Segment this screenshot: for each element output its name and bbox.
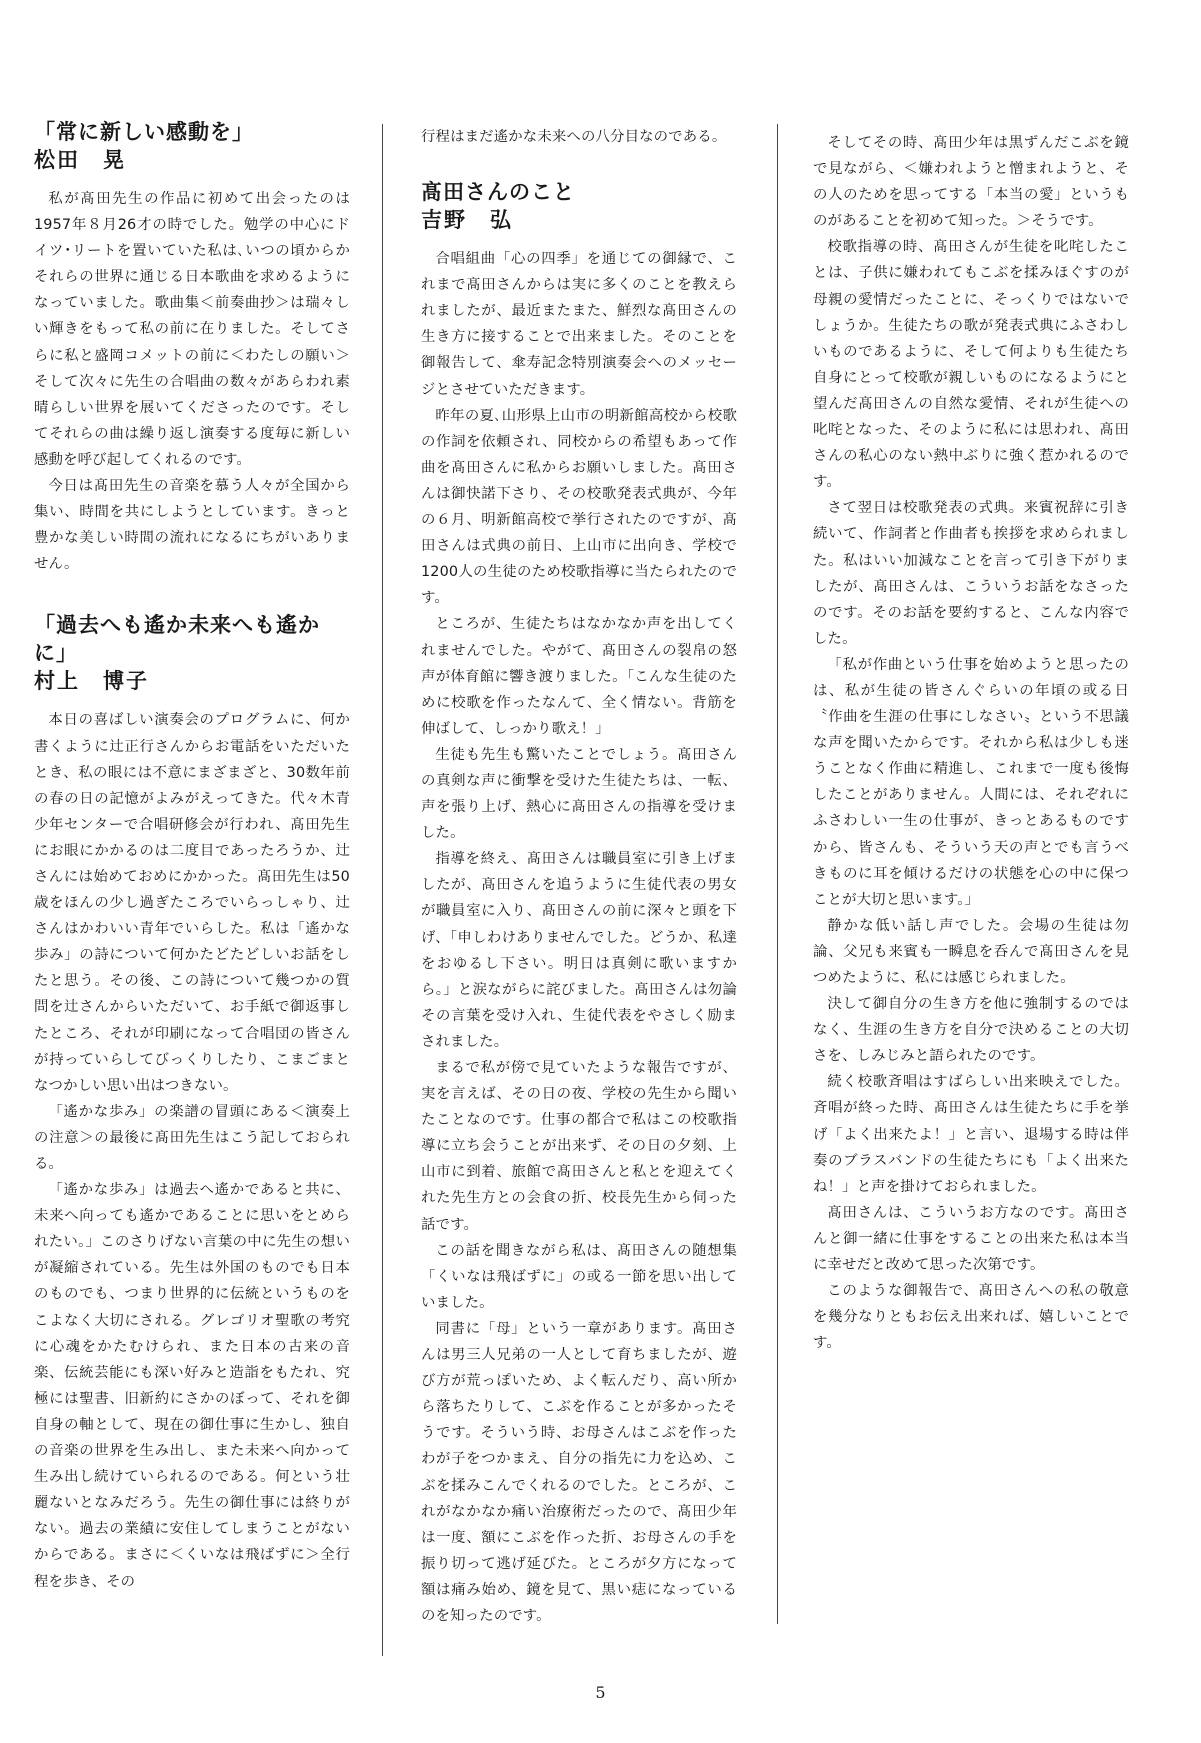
paragraph: 今日は髙田先生の音楽を慕う人々が全国から集い、時間を共にしようとしています。きっと豊かな美しい時間の流れになるにちがいありません。 bbox=[34, 478, 350, 573]
paragraph: 決して御自分の生き方を他に強制するのではなく、生涯の生き方を自分で決めることの大切さを、しみじみと語られたのです。 bbox=[813, 996, 1129, 1065]
article-author: 松田 晃 bbox=[34, 148, 126, 172]
article-murakami bbox=[34, 611, 350, 1594]
paragraph: 同書に「母」という一章があります。髙田さんは男三人兄弟の一人として育ちましたが、遊び方が荒っぽいため、よく転んだり、高い所から落ちたりして、こぶを作ることが多かったそうです。そういう時、お母さんはこぶを作ったわが子をつかまえ、自分の指先に力を込め、こぶを揉みこんでくれるのでした。ところが、これがなかなか痛い治療術だったので、髙田少年は一度、額にこぶを作った折、お母さんの手を振り切って逃げ延びた。ところが夕方になって額は痛み始め、鏡を見て、黒い痣になっているのを知ったのです。 bbox=[421, 1320, 737, 1624]
paragraph: 合唱組曲「心の四季」を通じての御縁で、これまで髙田さんからは実に多くのことを教えられましたが、最近またまた、鮮烈な髙田さんの生き方に接することで出来ました。そのことを御報告して、傘寿記念特別演奏会へのメッセージとさせていただきます。 bbox=[421, 251, 737, 398]
paragraph-continuation: 行程はまだ遙かな未来への八分目なのである。 bbox=[421, 129, 727, 145]
article-author: 村上 博子 bbox=[34, 669, 149, 694]
page-number: 5 bbox=[595, 1683, 606, 1702]
article-title: 髙田さんのこと bbox=[421, 180, 575, 205]
paragraph: 昨年の夏､山形県上山市の明新館高校から校歌の作詞を依頼され、同校からの希望もあって作曲を髙田さんに私からお願いしました。髙田さんは御快諾下さり、その校歌発表式典が、今年の６月、明新館高校で挙行されたのですが、髙田さんは式典の前日、上山市に出向き、学校で1200人の生徒のため校歌指導に当たられたのです。 bbox=[421, 407, 737, 607]
article-title: 「過去へも遙か未来へも遙かに」 bbox=[34, 613, 320, 666]
paragraph: そしてその時、髙田少年は黒ずんだこぶを鏡で見ながら、＜嫌われようと憎まれようと、その人のためを思ってする「本当の愛」というものがあることを初めて知った。＞そうです。 bbox=[813, 135, 1129, 230]
paragraph: 校歌指導の時、髙田さんが生徒を叱咤したことは、子供に嫌われてもこぶを揉みほぐすのが母親の愛情だったことに、そっくりではないでしょうか。生徒たちの歌が発表式典にふさわしいものであるように、そして何よりも生徒たち自身にとって校歌が親しいものになるようにと望んだ髙田さんの自然な愛情、それが生徒への叱咤となった、そのように私には思われ、髙田さんの私心のない熱中ぶりに強く惹かれるのです。 bbox=[813, 239, 1129, 491]
article-matsuda bbox=[34, 118, 350, 577]
column-divider bbox=[382, 124, 383, 1656]
article-title: 「常に新しい感動を」 bbox=[34, 120, 254, 144]
column-2 bbox=[421, 124, 737, 1629]
paragraph: この話を聞きながら私は、髙田さんの随想集「くいなは飛ばずに」の或る一節を思い出していました。 bbox=[421, 1242, 737, 1311]
article-yoshino bbox=[421, 178, 737, 1629]
column-1 bbox=[34, 118, 350, 1595]
paragraph: まるで私が傍で見ていたような報告ですが、実を言えば、その日の夜、学校の先生から聞いたことなのです。仕事の都合で私はこの校歌指導に立ち会うことが出来ず、その日の夕刻、上山市に到着、旅館で髙田さんと私とを迎えてくれた先生方との会食の折、校長先生から伺った話です。 bbox=[421, 1060, 737, 1233]
paragraph: 続く校歌斉唱はすばらしい出来映えでした。斉唱が終った時、髙田さんは生徒たちに手を挙げ「よく出来たよ！」と言い、退場する時は伴奏のブラスバンドの生徒たちにも「よく出来たね！」と声を掛けておられました。 bbox=[813, 1074, 1129, 1195]
paragraph: 静かな低い話し声でした。会場の生徒は勿論、父兄も来賓も一瞬息を呑んで髙田さんを見つめたように、私には感じられました。 bbox=[813, 917, 1129, 986]
paragraph: このような御報告で、髙田さんへの私の敬意を幾分なりともお伝え出来れば、嬉しいことです。 bbox=[813, 1283, 1129, 1352]
paragraph: 「遙かな歩み」の楽譜の冒頭にある＜演奏上の注意＞の最後に髙田先生はこう記しておられる。 bbox=[34, 1103, 350, 1172]
paragraph: さて翌日は校歌発表の式典。来賓祝辞に引き続いて、作詞者と作曲者も挨拶を求められました。私はいい加減なことを言って引き下がりましたが、髙田さんは、こういうお話をなさったのです。そのお話を要約すると、こんな内容でした。 bbox=[813, 500, 1129, 647]
paragraph: 生徒も先生も驚いたことでしょう。髙田さんの真剣な声に衝撃を受けた生徒たちは、一転、声を張り上げ、熱心に髙田さんの指導を受けました。 bbox=[421, 746, 737, 842]
paragraph: 私が髙田先生の作品に初めて出会ったのは1957年８月26才の時でした。勉学の中心にドイツ･リートを置いていた私は､いつの頃からかそれらの世界に通じる日本歌曲を求めるようになっていました。歌曲集＜前奏曲抄＞は瑞々しい輝きをもって私の前に在りました。そしてさらに私と盛岡コメットの前に＜わたしの願い＞そして次々に先生の合唱曲の数々があらわれ素晴らしい世界を展いてくださったのです。そしてそれらの曲は繰り返し演奏する度毎に新しい感動を呼び起してくれるのです。 bbox=[34, 191, 350, 468]
article-author: 吉野 弘 bbox=[421, 208, 513, 233]
column-divider bbox=[777, 124, 778, 1624]
paragraph: 髙田さんは、こういうお方なのです。髙田さんと御一緒に仕事をすることの出来た私は本当に幸せだと改めて思った次第です。 bbox=[813, 1204, 1129, 1274]
paragraph: 「私が作曲という仕事を始めようと思ったのは、私が生徒の皆さんぐらいの年頃の或る日〝作曲を生涯の仕事にしなさい〟という不思議な声を聞いたからです。それから私は少しも迷うことなく作曲に精進し、これまで一度も後悔したことがありません。人間には、それぞれにふさわしい一生の仕事が、きっとあるものですから、皆さんも、そういう天の声とでも言うべきものに耳を傾けるだけの状態を心の中に保つことが大切と思います。」 bbox=[813, 656, 1129, 908]
paragraph: 本日の喜ばしい演奏会のプログラムに、何か書くように辻正行さんからお電話をいただいたとき、私の眼には不意にまざまざと、30数年前の春の日の記憶がよみがえってきた。代々木青少年センターで合唱研修会が行われ、髙田先生にお眼にかかるのは二度目であったろうか、辻さんには始めておめにかかった。髙田先生は50歳をほんの少し過ぎたころでいらっしゃり、辻さんはかわいい青年でいらした。私は「遙かな歩み」の詩について何かたどたどしいお話をしたと思う。その後、この詩について幾つかの質問を辻さんからいただいて、お手紙で御返事したところ、それが印刷になって合唱団の皆さんが持っていらしてびっくりしたり、こまごまとなつかしい思い出はつきない。 bbox=[34, 712, 350, 1094]
paragraph: 「遙かな歩み」は過去へ遙かであると共に、未来へ向っても遙かであることに思いをとめられたい。」このさりげない言葉の中に先生の想いが凝縮されている。先生は外国のものでも日本のものでも、つまり世界的に伝統というものをこよなく大切にされる。グレゴリオ聖歌の考究に心魂をかたむけられ、また日本の古来の音楽、伝統芸能にも深い好みと造詣をもたれ、究極には聖書、旧新約にさかのぼって、それを御自身の軸として、現在の御仕事に生かし、独自の音楽の世界を生み出し、また未来へ向かって生み出し続けていられるのである。何という壮麗ないとなみだろう。先生の御仕事には終りがない。過去の業績に安住してしまうことがないからである。まさに＜くいなは飛ばずに＞全行程を歩き、その bbox=[34, 1182, 350, 1590]
paragraph: ところが、生徒たちはなかなか声を出してくれませんでした。やがて、髙田さんの裂帛の怒声が体育館に響き渡りました。「こんな生徒のために校歌を作ったなんて、全く情ない。背筋を伸ばして、しっかり歌え！」 bbox=[421, 616, 737, 737]
paragraph: 指導を終え、髙田さんは職員室に引き上げましたが、髙田さんを追うように生徒代表の男女が職員室に入り、髙田さんの前に深々と頭を下げ、「申しわけありませんでした。どうか、私達をおゆるし下さい。明日は真剣に歌いますから。」と涙ながらに詫びました。髙田さんは勿論その言葉を受け入れ、生徒代表をやさしく励まされました。 bbox=[421, 851, 737, 1050]
column-3 bbox=[813, 130, 1129, 1356]
